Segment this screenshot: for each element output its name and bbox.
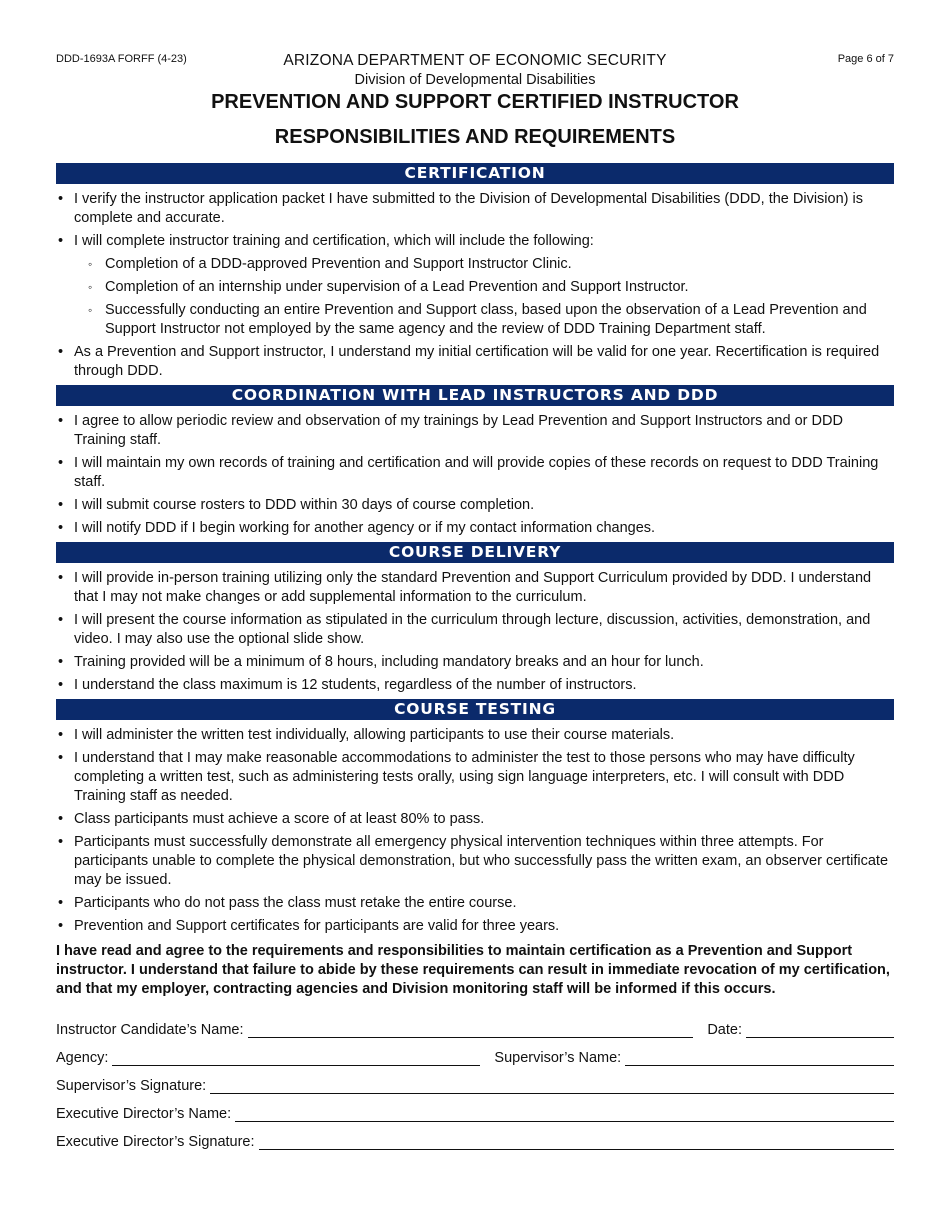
list-item bbox=[56, 726, 894, 745]
bullet-icon: • bbox=[58, 834, 64, 850]
form-content bbox=[56, 163, 894, 1150]
supervisor-name-field[interactable] bbox=[625, 1051, 894, 1066]
executive-director-signature-label: Executive Director’s Signature: bbox=[56, 1134, 255, 1150]
executive-director-signature-field[interactable] bbox=[259, 1135, 894, 1150]
list-item-text: I will provide in-person training utilizing only the standard Prevention and Support Curriculum provided by DDD. I understand that I may not make changes or add supplemental information to the curriculum. bbox=[74, 570, 872, 605]
bullet-icon: • bbox=[58, 233, 64, 249]
agency-name: ARIZONA DEPARTMENT OF ECONOMIC SECURITY bbox=[283, 52, 667, 69]
sub-bullet-icon: ◦ bbox=[88, 257, 93, 271]
signature-row bbox=[56, 1038, 894, 1066]
signature-row bbox=[56, 1122, 894, 1150]
bullet-icon: • bbox=[58, 191, 64, 207]
bullet-list bbox=[56, 412, 894, 538]
list-item-text: I agree to allow periodic review and observation of my trainings by Lead Prevention and Support Instructors and or DDD Training staff. bbox=[74, 413, 843, 448]
bullet-icon: • bbox=[58, 895, 64, 911]
list-item bbox=[56, 496, 894, 515]
list-item-text: Prevention and Support certificates for participants are valid for three years. bbox=[74, 918, 560, 934]
sub-list-item-text: Completion of a DDD-approved Prevention and Support Instructor Clinic. bbox=[105, 256, 572, 272]
list-item bbox=[56, 611, 894, 649]
list-item-text: I will notify DDD if I begin working for another agency or if my contact information changes. bbox=[74, 520, 656, 536]
document-title-line2: RESPONSIBILITIES AND REQUIREMENTS bbox=[274, 126, 676, 148]
document-title-line1: PREVENTION AND SUPPORT CERTIFIED INSTRUCTOR bbox=[211, 91, 739, 113]
bullet-list bbox=[56, 190, 894, 381]
bullet-icon: • bbox=[58, 612, 64, 628]
bullet-icon: • bbox=[58, 570, 64, 586]
list-item-text: I will maintain my own records of training and certification and will provide copies of these records on request to DDD Training staff. bbox=[74, 455, 879, 490]
signature-block bbox=[56, 1010, 894, 1150]
form-id: DDD-1693A FORFF (4-23) bbox=[56, 53, 187, 65]
list-item bbox=[56, 519, 894, 538]
supervisor-signature-field[interactable] bbox=[210, 1079, 894, 1094]
supervisor-signature-label: Supervisor’s Signature: bbox=[56, 1078, 207, 1094]
bullet-icon: • bbox=[58, 497, 64, 513]
bullet-icon: • bbox=[58, 455, 64, 471]
supervisor-name-label: Supervisor’s Name: bbox=[494, 1050, 622, 1066]
executive-director-name-field[interactable] bbox=[235, 1107, 894, 1122]
date-field[interactable] bbox=[746, 1023, 894, 1038]
section-course-delivery bbox=[56, 542, 894, 695]
list-item bbox=[56, 749, 894, 806]
section-coordination bbox=[56, 385, 894, 538]
list-item-text: Participants who do not pass the class must retake the entire course. bbox=[74, 895, 517, 911]
section-course-testing bbox=[56, 699, 894, 936]
list-item-text: I understand the class maximum is 12 students, regardless of the number of instructors. bbox=[74, 677, 637, 693]
bullet-icon: • bbox=[58, 413, 64, 429]
candidate-name-label: Instructor Candidate’s Name: bbox=[56, 1022, 244, 1038]
list-item bbox=[56, 676, 894, 695]
sub-list-item-text: Successfully conducting an entire Prevention and Support class, based upon the observation of a Lead Prevention and Support Instructor not employed by the same agency and the review of DDD Training Department staff. bbox=[105, 302, 867, 337]
list-item bbox=[56, 190, 894, 228]
list-item bbox=[56, 343, 894, 381]
candidate-name-field[interactable] bbox=[248, 1023, 694, 1038]
list-item-text: Training provided will be a minimum of 8 hours, including mandatory breaks and an hour for lunch. bbox=[74, 654, 704, 670]
list-item-text: I verify the instructor application packet I have submitted to the Division of Developmental Disabilities (DDD, the Division) is complete and accurate. bbox=[74, 191, 863, 226]
list-item bbox=[56, 569, 894, 607]
list-item bbox=[56, 833, 894, 890]
list-item-text: Class participants must achieve a score of at least 80% to pass. bbox=[74, 811, 485, 827]
bullet-icon: • bbox=[58, 918, 64, 934]
list-item bbox=[56, 454, 894, 492]
sub-bullet-icon: ◦ bbox=[88, 280, 93, 294]
bullet-list bbox=[56, 726, 894, 936]
list-item-text: I will complete instructor training and certification, which will include the following: bbox=[74, 233, 594, 249]
page-number: Page 6 of 7 bbox=[837, 53, 894, 65]
list-item-text: I will submit course rosters to DDD within 30 days of course completion. bbox=[74, 497, 535, 513]
list-item bbox=[56, 412, 894, 450]
list-item bbox=[56, 894, 894, 913]
sub-list-item bbox=[56, 301, 894, 339]
division-name: Division of Developmental Disabilities bbox=[354, 72, 596, 88]
signature-row bbox=[56, 1094, 894, 1122]
bullet-icon: • bbox=[58, 520, 64, 536]
section-heading: COORDINATION WITH LEAD INSTRUCTORS AND DDD bbox=[56, 385, 894, 406]
sub-list-item-text: Completion of an internship under supervision of a Lead Prevention and Support Instructor. bbox=[105, 279, 689, 295]
agency-label: Agency: bbox=[56, 1050, 109, 1066]
date-label: Date: bbox=[707, 1022, 742, 1038]
sub-list-item bbox=[56, 255, 894, 274]
bullet-icon: • bbox=[58, 750, 64, 766]
sub-bullet-icon: ◦ bbox=[88, 303, 93, 317]
list-item-text: I will administer the written test individually, allowing participants to use their course materials. bbox=[74, 727, 675, 743]
bullet-icon: • bbox=[58, 677, 64, 693]
bullet-icon: • bbox=[58, 811, 64, 827]
signature-row bbox=[56, 1066, 894, 1094]
section-heading: COURSE TESTING bbox=[56, 699, 894, 720]
list-item-text: As a Prevention and Support instructor, I understand my initial certification will be valid for one year. Recertification is required through DDD. bbox=[74, 344, 880, 379]
bullet-icon: • bbox=[58, 654, 64, 670]
bullet-icon: • bbox=[58, 344, 64, 360]
list-item-text: I understand that I may make reasonable accommodations to administer the test to those persons who may have difficulty completing a written test, such as administering tests orally, using sign language interpreters, etc. I will consult with DDD Training staff as needed. bbox=[74, 750, 855, 804]
list-item-text: I will present the course information as stipulated in the curriculum through lecture, discussion, activities, demonstration, and video. I may also use the optional slide show. bbox=[74, 612, 871, 647]
list-item bbox=[56, 653, 894, 672]
signature-row bbox=[56, 1010, 894, 1038]
acknowledgement-statement: I have read and agree to the requirements and responsibilities to maintain certification as a Prevention and Support instructor. I understand that failure to abide by these requirements can result in immediate revocation of my certification, and that my employer, contracting agencies and Division monitoring staff will be informed if this occurs. bbox=[56, 943, 890, 997]
section-certification bbox=[56, 163, 894, 381]
executive-director-name-label: Executive Director’s Name: bbox=[56, 1106, 232, 1122]
sub-list bbox=[56, 255, 894, 339]
bullet-list bbox=[56, 569, 894, 695]
section-heading: CERTIFICATION bbox=[56, 163, 894, 184]
list-item-text: Participants must successfully demonstrate all emergency physical intervention techniques within three attempts. For participants unable to complete the physical demonstration, but who successfully pass the written exam, an observer certificate may be issued. bbox=[74, 834, 889, 888]
agency-field[interactable] bbox=[112, 1051, 480, 1066]
list-item bbox=[56, 917, 894, 936]
bullet-icon: • bbox=[58, 727, 64, 743]
sub-list-item bbox=[56, 278, 894, 297]
section-heading: COURSE DELIVERY bbox=[56, 542, 894, 563]
list-item bbox=[56, 232, 894, 339]
list-item bbox=[56, 810, 894, 829]
